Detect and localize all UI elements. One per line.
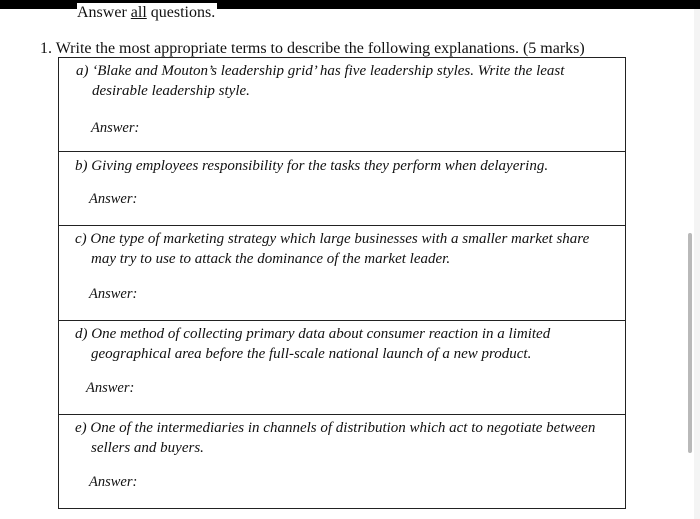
answer-label-b: Answer:: [89, 191, 138, 207]
question-d-prompt: d) One method of collecting primary data about consumer reaction in a limited geographical area before the full-scale national launch of a new product.: [75, 326, 551, 362]
question-a-prompt: a) ‘Blake and Mouton’s leadership grid’ has five leadership styles. Write the least desirable leadership style.: [76, 63, 565, 99]
answer-label-a: Answer:: [91, 120, 140, 136]
question-table: [58, 57, 626, 509]
answer-label-c: Answer:: [89, 286, 138, 302]
answer-label-d: Answer:: [86, 380, 135, 396]
question-cell-e: [59, 415, 625, 509]
question-e-prompt: e) One of the intermediaries in channels of distribution which act to negotiate between sellers and buyers.: [75, 420, 596, 456]
question-cell-c: [59, 226, 625, 321]
question-heading: 1. Write the most appropriate terms to describe the following explanations. (5 marks): [40, 40, 585, 57]
instruction-pre: Answer: [77, 4, 131, 21]
instruction-text: [77, 3, 217, 23]
question-b-prompt: b) Giving employees responsibility for the tasks they perform when delayering.: [75, 158, 549, 174]
instruction-underlined: all: [130, 4, 147, 21]
question-cell-a: [59, 58, 625, 152]
scrollbar-thumb[interactable]: [688, 233, 692, 453]
question-cell-d: [59, 321, 625, 415]
answer-label-e: Answer:: [89, 474, 138, 490]
question-cell-b: [59, 152, 625, 226]
question-c-prompt: c) One type of marketing strategy which large businesses with a smaller market share may try to use to attack the dominance of the market leader.: [75, 231, 590, 267]
instruction-post: questions.: [146, 4, 216, 21]
page-edge: [694, 9, 700, 519]
